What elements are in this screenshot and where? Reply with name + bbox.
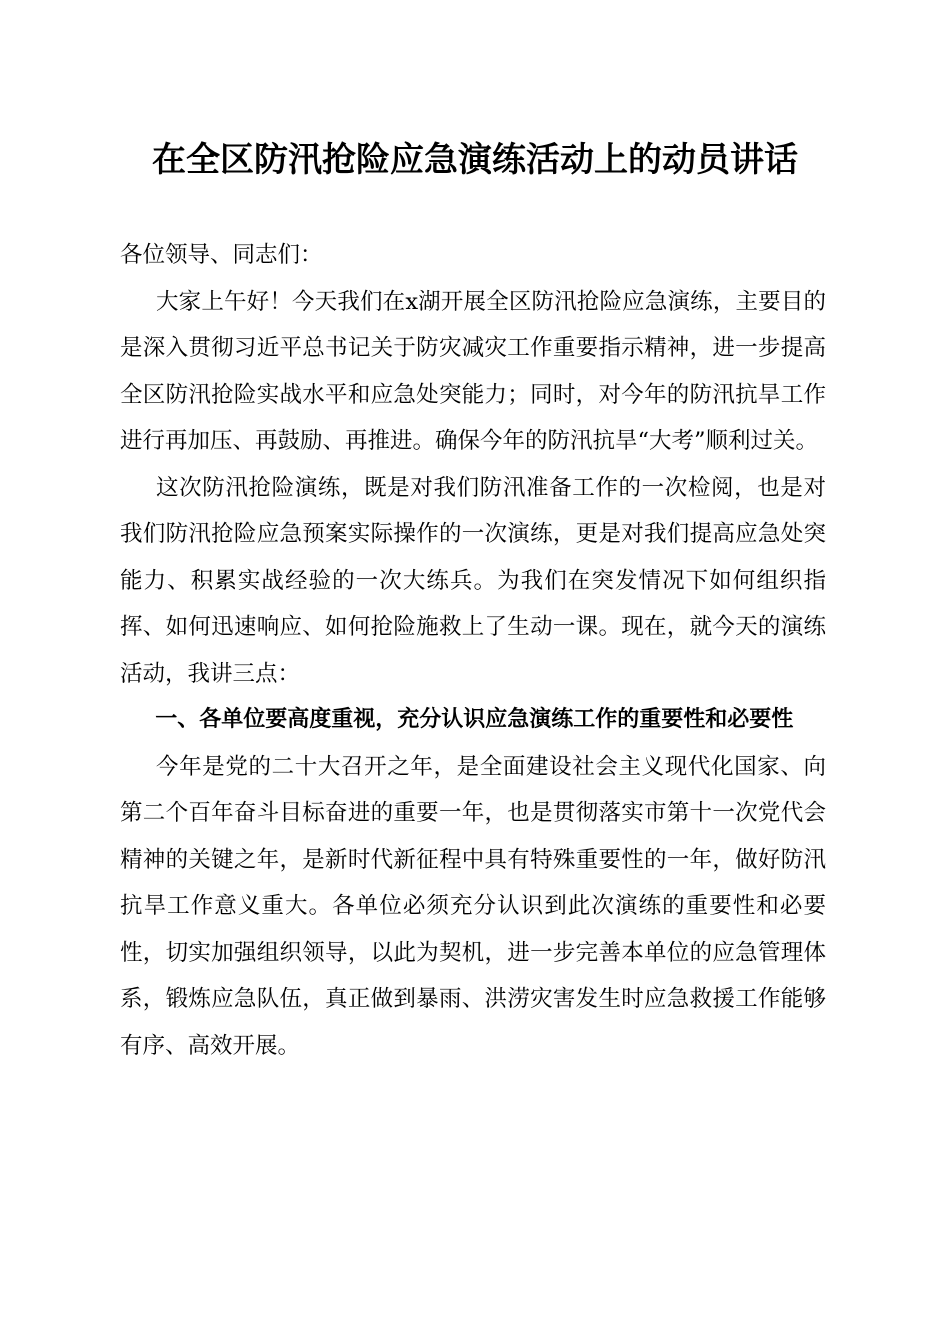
section-heading-1: 一、各单位要高度重视，充分认识应急演练工作的重要性和必要性 (155, 707, 794, 732)
salutation: 各位领导、同志们： (120, 242, 323, 268)
paragraph-opening: 大家上午好！今天我们在x湖开展全区防汛抢险应急演练，主要目的是深入贯彻习近平总书记关于防灾减灾工作重要指示精神，进一步提高全区防汛抢险实战水平和应急处突能力；同时，对今年的防汛抗旱工作进行再加压、再鼓励、再推进。确保今年的防汛抗旱“大考”顺利过关。 (120, 288, 826, 454)
document-body (120, 232, 826, 1069)
section-1-paragraph: 今年是党的二十大召开之年，是全面建设社会主义现代化国家、向第二个百年奋斗目标奋进的重要一年，也是贯彻落实市第十一次党代会精神的关键之年，是新时代新征程中具有特殊重要性的一年，做好防汛抗旱工作意义重大。各单位必须充分认识到此次演练的重要性和必要性，切实加强组织领导，以此为契机，进一步完善本单位的应急管理体系，锻炼应急队伍，真正做到暴雨、洪涝灾害发生时应急救援工作能够有序、高效开展。 (120, 753, 826, 1059)
paragraph-drill-significance: 这次防汛抢险演练，既是对我们防汛准备工作的一次检阅，也是对我们防汛抢险应急预案实际操作的一次演练，更是对我们提高应急处突能力、积累实战经验的一次大练兵。为我们在突发情况下如何组织指挥、如何迅速响应、如何抢险施救上了生动一课。现在，就今天的演练活动，我讲三点： (120, 474, 826, 687)
document-title: 在全区防汛抢险应急演练活动上的动员讲话 (152, 140, 798, 180)
